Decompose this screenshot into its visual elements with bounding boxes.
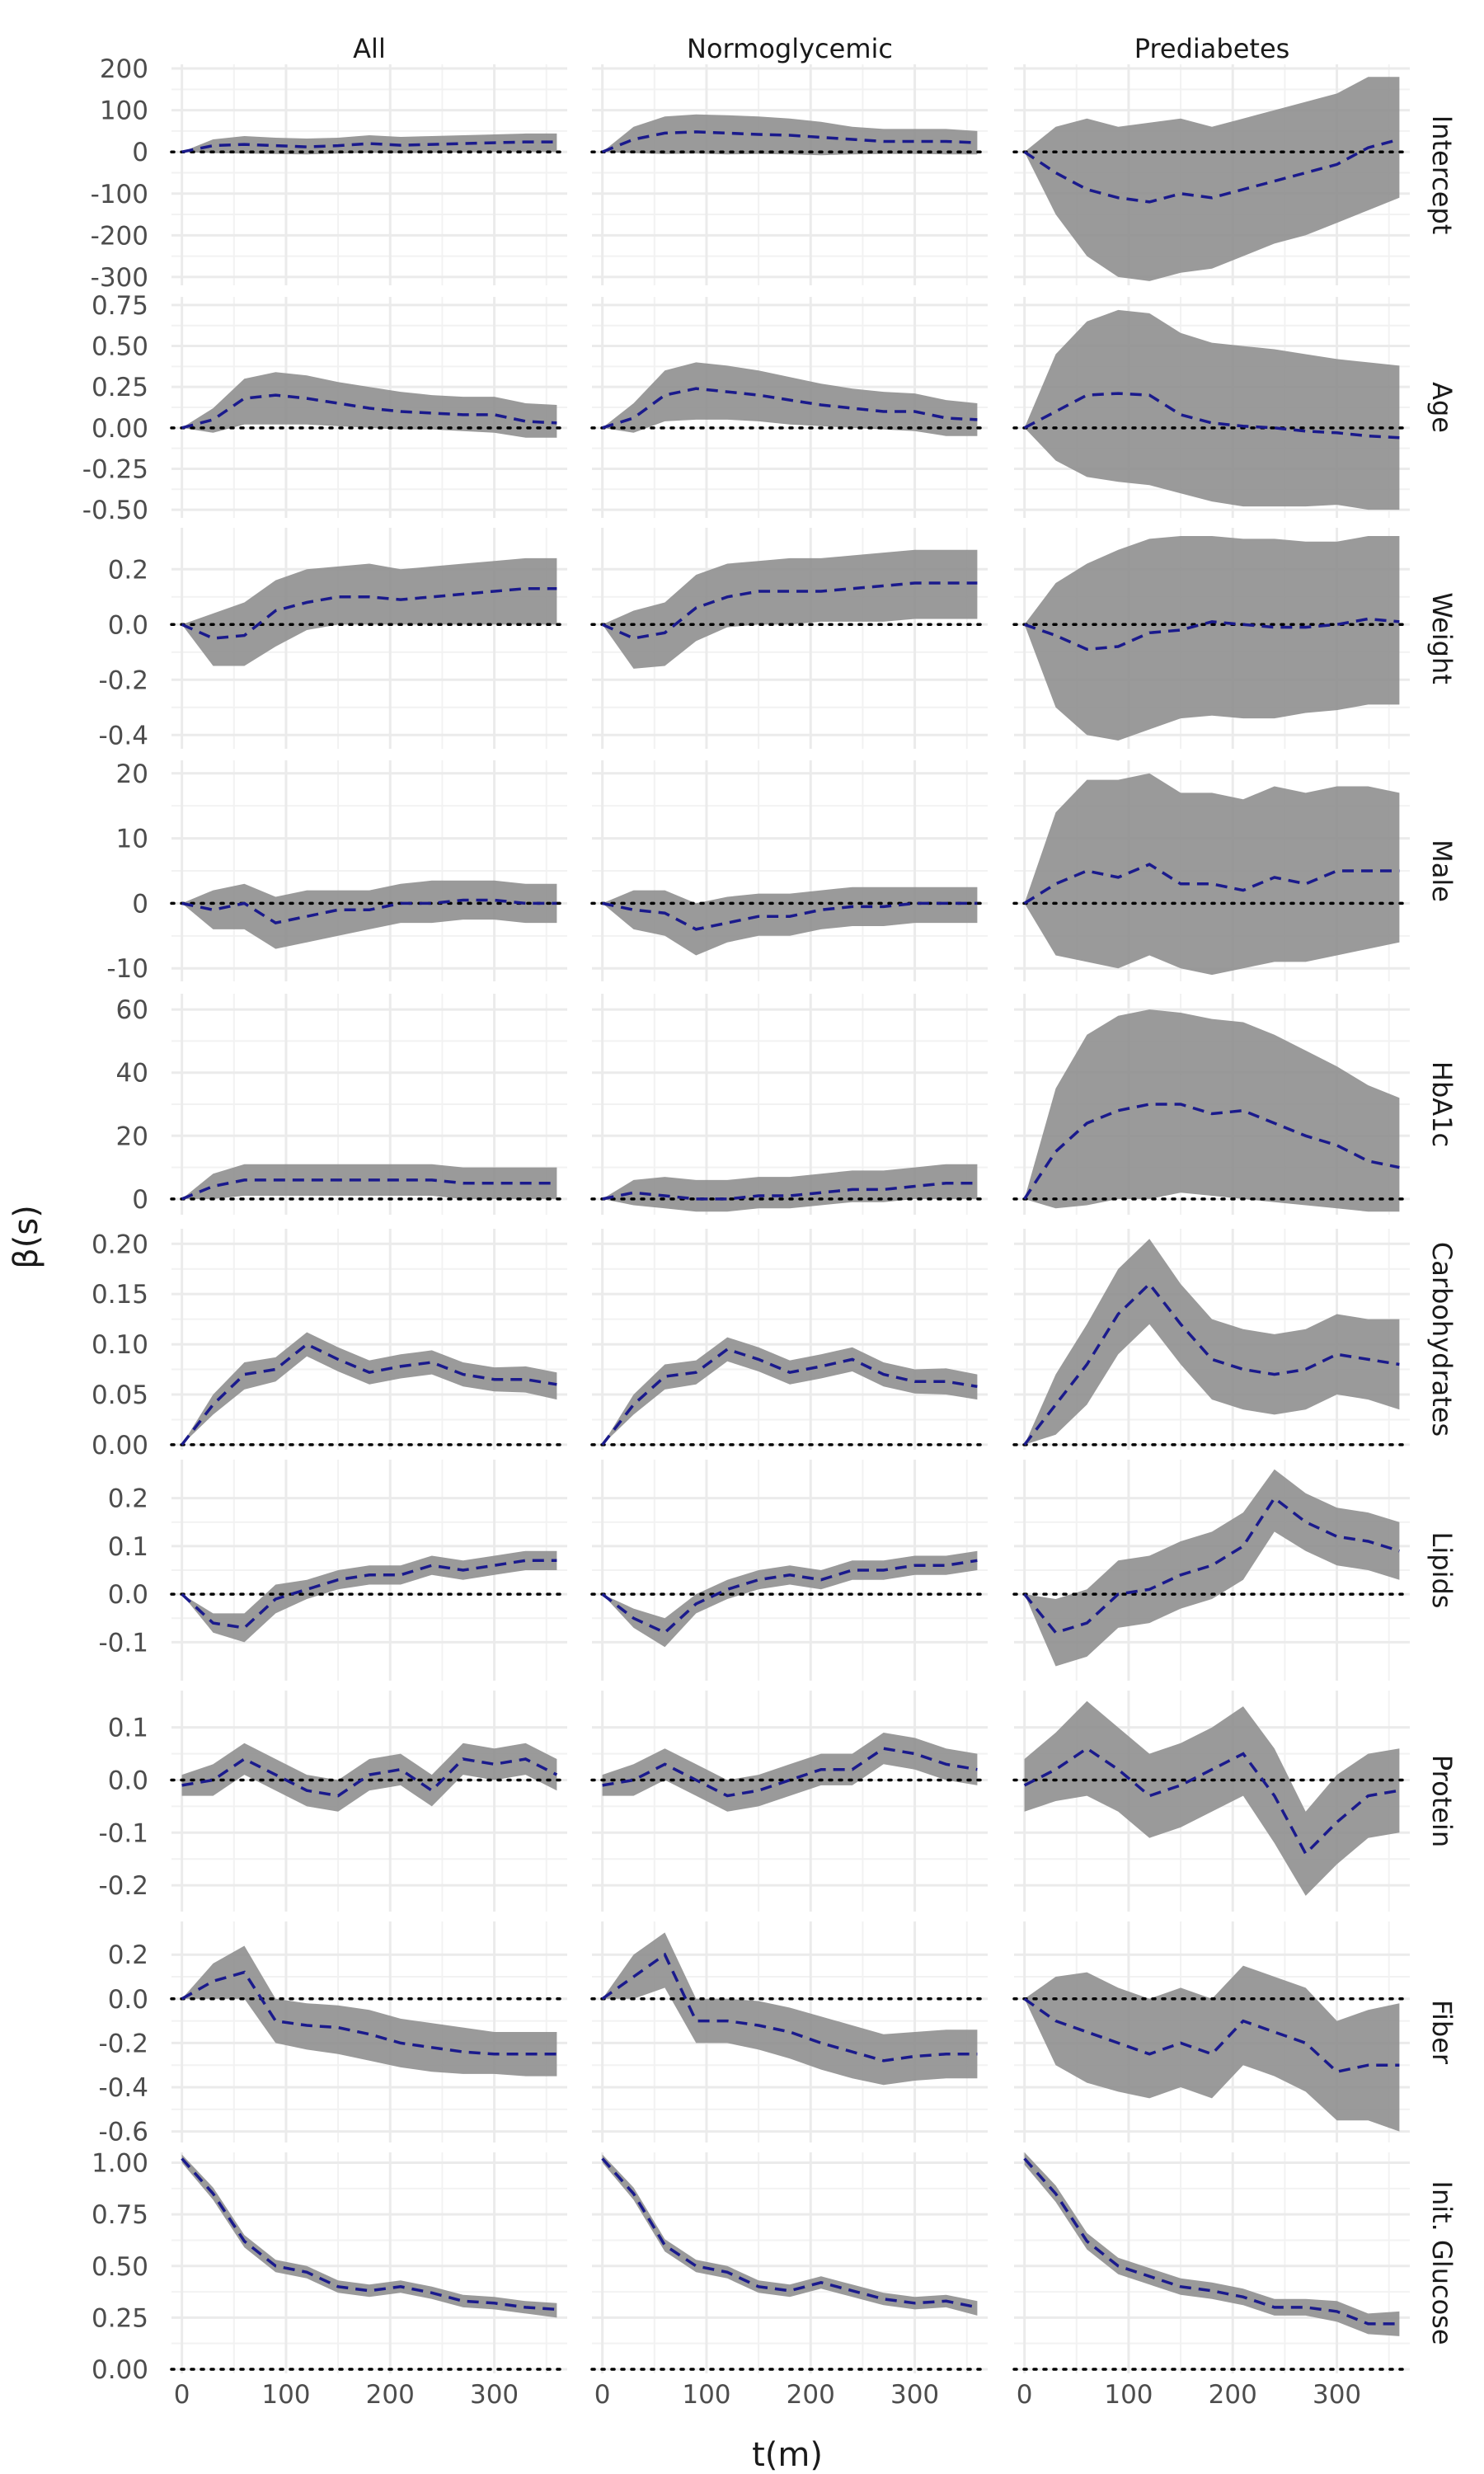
- x-tick-label: 300: [890, 2380, 940, 2410]
- y-tick-label: 0.10: [91, 1330, 148, 1361]
- y-tick-label: 0.2: [107, 1484, 148, 1514]
- y-tick-label: 0.0: [107, 610, 148, 641]
- y-tick-label: -100: [90, 179, 148, 209]
- panel-intercept-prediabetes: [1014, 64, 1410, 285]
- panel-weight-prediabetes: [1014, 528, 1410, 749]
- y-tick-label: 0.00: [91, 413, 148, 444]
- row-label-fiber: Fiber: [1426, 1999, 1458, 2065]
- confidence-band: [603, 887, 978, 956]
- x-tick-label: 300: [1312, 2380, 1362, 2410]
- confidence-band: [1025, 1701, 1400, 1896]
- y-tick-label: -200: [90, 221, 148, 252]
- panel-male-prediabetes: [1014, 760, 1410, 981]
- x-tick-label: 0: [173, 2380, 190, 2410]
- y-tick-label: 1.00: [91, 2148, 148, 2179]
- y-tick-label: 40: [115, 1058, 148, 1089]
- y-tick-label: -0.6: [98, 2117, 148, 2147]
- confidence-band: [1025, 1009, 1400, 1211]
- y-tick-label: -0.2: [98, 2029, 148, 2059]
- y-tick-label: -0.1: [98, 1818, 148, 1849]
- y-tick-label: 0.0: [107, 1580, 148, 1611]
- x-tick-label: 200: [365, 2380, 415, 2410]
- y-tick-label: 10: [115, 824, 148, 854]
- panel-protein-all: [171, 1691, 567, 1912]
- panel-fiber-all: [171, 1921, 567, 2142]
- panel-age-prediabetes: [1014, 297, 1410, 518]
- column-label-normoglycemic: Normoglycemic: [687, 33, 893, 64]
- row-label-init-glucose: Init. Glucose: [1426, 2180, 1458, 2345]
- panel-carbohydrates-all: [171, 1229, 567, 1450]
- y-tick-label: -0.2: [98, 1871, 148, 1902]
- y-axis-label: β(s): [7, 1205, 45, 1269]
- row-label-age: Age: [1426, 382, 1458, 433]
- panel-male-all: [171, 760, 567, 981]
- row-label-protein: Protein: [1426, 1754, 1458, 1848]
- y-tick-label: 0.1: [107, 1713, 148, 1743]
- panel-fiber-normoglycemic: [592, 1921, 988, 2142]
- y-tick-label: -300: [90, 262, 148, 293]
- panel-weight-normoglycemic: [592, 528, 988, 749]
- panel-carbohydrates-normoglycemic: [592, 1229, 988, 1450]
- row-label-intercept: Intercept: [1426, 115, 1458, 235]
- row-label-male: Male: [1426, 840, 1458, 902]
- panel-hba1c-normoglycemic: [592, 994, 988, 1215]
- y-tick-label: -0.25: [82, 454, 148, 485]
- x-tick-label: 200: [1208, 2380, 1257, 2410]
- y-tick-label: -0.2: [98, 666, 148, 696]
- estimate-line: [1025, 2159, 1400, 2324]
- x-tick-label: 100: [1104, 2380, 1153, 2410]
- x-tick-label: 0: [1016, 2380, 1033, 2410]
- confidence-band: [182, 1946, 557, 2077]
- panel-intercept-normoglycemic: [592, 64, 988, 285]
- y-tick-label: 0.25: [91, 373, 148, 403]
- confidence-band: [1025, 2152, 1400, 2336]
- row-label-carbohydrates: Carbohydrates: [1426, 1241, 1458, 1437]
- y-tick-label: -10: [106, 954, 148, 985]
- y-tick-label: -0.50: [82, 496, 148, 526]
- panel-lipids-normoglycemic: [592, 1460, 988, 1681]
- y-tick-label: 0.25: [91, 2303, 148, 2334]
- y-tick-label: 0.50: [91, 2251, 148, 2282]
- x-tick-label: 100: [682, 2380, 731, 2410]
- row-label-lipids: Lipids: [1426, 1531, 1458, 1609]
- y-tick-label: 60: [115, 995, 148, 1026]
- y-tick-label: 0.50: [91, 332, 148, 362]
- panels: [171, 64, 1410, 2373]
- confidence-band: [1025, 1966, 1400, 2132]
- panel-carbohydrates-prediabetes: [1014, 1229, 1410, 1450]
- y-tick-label: 0.15: [91, 1280, 148, 1310]
- x-tick-label: 300: [469, 2380, 519, 2410]
- confidence-band: [182, 881, 557, 949]
- panel-lipids-all: [171, 1460, 567, 1681]
- y-tick-label: 0.00: [91, 1430, 148, 1460]
- y-tick-label: 20: [115, 1122, 148, 1152]
- panel-age-all: [171, 297, 567, 518]
- y-tick-label: 0.05: [91, 1380, 148, 1410]
- y-tick-label: 0: [132, 138, 148, 168]
- confidence-band: [603, 1164, 978, 1212]
- y-tick-label: 0.2: [107, 555, 148, 586]
- panel-hba1c-all: [171, 994, 567, 1215]
- panel-intercept-all: [171, 64, 567, 285]
- confidence-band: [1025, 310, 1400, 510]
- row-label-weight: Weight: [1426, 592, 1458, 684]
- panel-init-glucose-normoglycemic: [592, 2152, 988, 2373]
- panel-age-normoglycemic: [592, 297, 988, 518]
- y-tick-label: -0.1: [98, 1628, 148, 1658]
- y-tick-label: 20: [115, 759, 148, 789]
- confidence-band: [182, 558, 557, 666]
- confidence-band: [1025, 77, 1400, 281]
- panel-fiber-prediabetes: [1014, 1921, 1410, 2142]
- panel-init-glucose-all: [171, 2152, 567, 2373]
- row-strip-labels: [1426, 115, 1458, 2345]
- y-tick-label: 0.0: [107, 1766, 148, 1796]
- x-axis-label: t(m): [752, 2436, 823, 2474]
- panel-protein-prediabetes: [1014, 1691, 1410, 1912]
- confidence-band: [603, 1338, 978, 1445]
- y-tick-label: 0.20: [91, 1230, 148, 1260]
- panel-male-normoglycemic: [592, 760, 988, 981]
- confidence-band: [1025, 536, 1400, 741]
- y-tick-label: 0.75: [91, 2200, 148, 2231]
- y-tick-label: 0: [132, 889, 148, 920]
- x-tick-label: 200: [786, 2380, 835, 2410]
- confidence-band: [182, 2155, 557, 2318]
- y-tick-label: 0.00: [91, 2354, 148, 2385]
- panel-hba1c-prediabetes: [1014, 994, 1410, 1215]
- y-tick-label: 200: [99, 54, 148, 85]
- confidence-band: [182, 1333, 557, 1445]
- column-label-all: All: [353, 33, 386, 64]
- y-tick-label: 0.1: [107, 1531, 148, 1562]
- confidence-band: [603, 1733, 978, 1812]
- y-tick-label: 0.0: [107, 1984, 148, 2015]
- column-label-prediabetes: Prediabetes: [1134, 33, 1290, 64]
- column-strip-labels: [353, 33, 1289, 64]
- x-tick-label: 0: [594, 2380, 611, 2410]
- y-tick-label: 0: [132, 1184, 148, 1215]
- panel-lipids-prediabetes: [1014, 1460, 1410, 1681]
- confidence-band: [603, 550, 978, 669]
- y-tick-label: 0.75: [91, 290, 148, 321]
- x-tick-label: 100: [261, 2380, 311, 2410]
- y-tick-label: 0.2: [107, 1940, 148, 1971]
- panel-init-glucose-prediabetes: [1014, 2152, 1410, 2373]
- y-tick-label: -0.4: [98, 721, 148, 751]
- row-label-hba1c: HbA1c: [1426, 1061, 1458, 1148]
- panel-protein-normoglycemic: [592, 1691, 988, 1912]
- panel-weight-all: [171, 528, 567, 749]
- y-tick-label: -0.4: [98, 2073, 148, 2103]
- y-tick-label: 100: [99, 96, 148, 126]
